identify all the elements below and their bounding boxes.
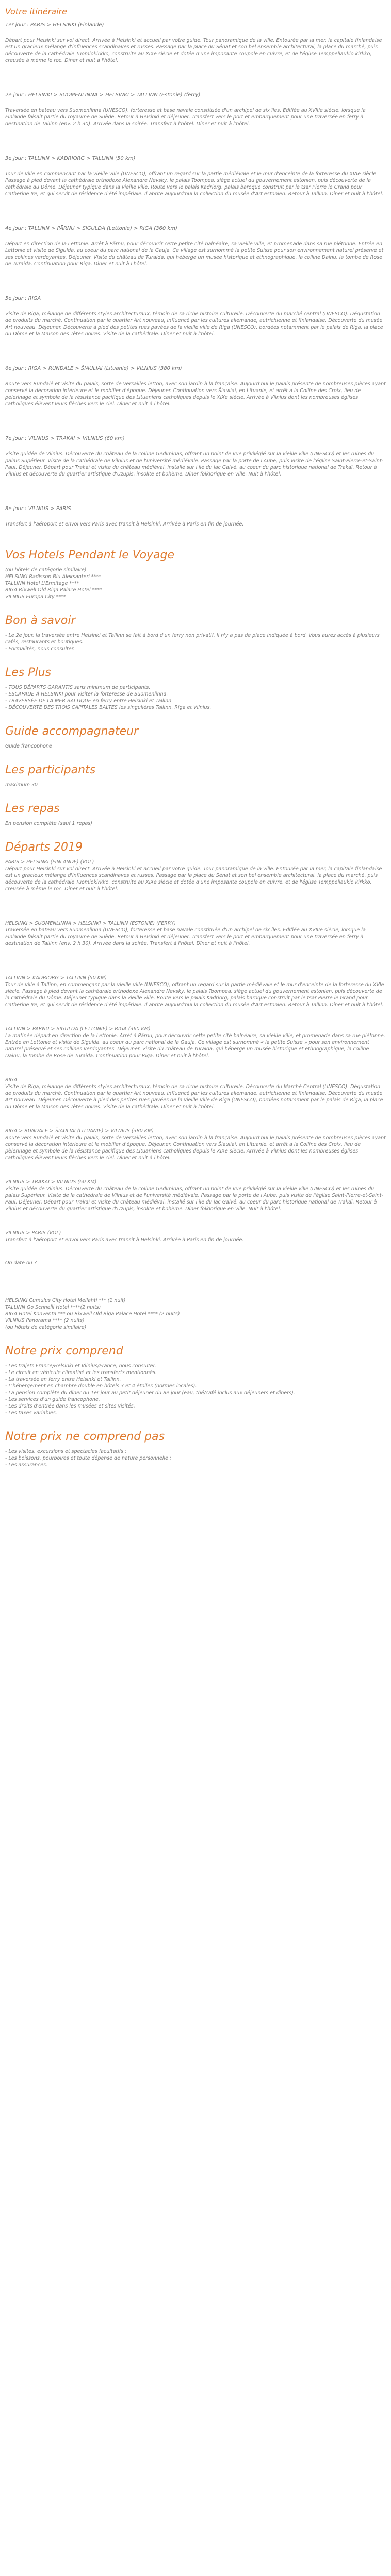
day-title: 4e jour : TALLINN > PÄRNU > SIGULDA (Lettonie) > RIGA (360 km) bbox=[5, 226, 177, 231]
guide-heading: Guide accompagnateur bbox=[5, 725, 139, 738]
day-title: 5e jour : RIGA bbox=[5, 296, 41, 301]
price-includes-line: - Les trajets France/Helsinki et Vilnius/France, nous consulter. bbox=[5, 1363, 156, 1369]
guide-section bbox=[5, 724, 386, 750]
hotels-section bbox=[5, 548, 386, 600]
hotel-line: HELSINKI Radisson Blu Aleksanteri **** bbox=[5, 574, 101, 580]
departure-text: La matinée départ en direction de la Lettonie. Arrêt à Pärnu, pour découvrir cette petite cité balnéaire, sa vieille ville, et promenade dans sa rue piétonne. Entrée en Lettonie et visite de Sigulda, au coeur du parc national de la Gauja. Ce village est surnommé « la petite Suisse » pour son environnement naturel préservé et ses collines verdoyantes. Déjeuner. Visite du château de Turaida, qui héberge un musée historique et ethnographique, la colline Dainu, la tombe de Rose de Turaida. Continuation pour Riga. Dîner et nuit à l'hôtel. bbox=[5, 1033, 385, 1059]
departure-hotels bbox=[5, 1297, 386, 1331]
itinerary-heading: Votre itinéraire bbox=[5, 7, 67, 16]
price-includes-line: - La pension complète du dîner du 1er jour au petit déjeuner du 8e jour (eau, thé/café inclus aux déjeuners et dîners). bbox=[5, 1390, 295, 1396]
pluses-heading: Les Plus bbox=[5, 666, 52, 679]
departure-hotel-line: (ou hôtels de catégorie similaire) bbox=[5, 1325, 87, 1330]
itinerary-days bbox=[5, 22, 386, 528]
price-excludes-line: - Les assurances. bbox=[5, 1462, 48, 1468]
departure-title: VILNIUS > PARIS (VOL) bbox=[5, 1230, 61, 1236]
meals-text: En pension complète (sauf 1 repas) bbox=[5, 821, 92, 826]
price-includes-heading: Notre prix comprend bbox=[5, 1345, 123, 1358]
hotel-line: (ou hôtels de catégorie similaire) bbox=[5, 567, 87, 573]
price-excludes-line: - Les boissons, pourboires et toute dépense de nature personnelle ; bbox=[5, 1455, 172, 1461]
departure-text: Transfert à l'aéroport et envol vers Paris avec transit à Helsinki. Arrivée à Paris en fin de journée. bbox=[5, 1237, 244, 1243]
departure-text: Traversée en bateau vers Suomenlinna (UNESCO), forteresse et base navale constituée d'un archipel de six îles. Edifiée au XVIIIe siècle, lorsque la Finlande faisait partie du royaume de Suède. Retour à Helsinki et déjeuner. Transfert vers le port et embarquement pour une traversée en ferry à destination de Tallinn (env. 2 h 30). Arrivée dans la soirée. Transfert à l'hôtel. Dîner et nuit à l'hôtel. bbox=[5, 927, 366, 946]
departure-title: PARIS > HELSINKI (FINLANDE) (VOL) bbox=[5, 859, 94, 865]
good-to-know-line: - Le 2e jour, la traversée entre Helsinki et Tallinn se fait à bord d'un ferry non privatif. Il n'y a pas de place indiquée à bord. Vous aurez accès à plusieurs cafés, restaurants et boutiques. bbox=[5, 633, 380, 645]
day-text: Transfert à l'aéroport et envol vers Paris avec transit à Helsinki. Arrivée à Paris en fin de journée. bbox=[5, 521, 244, 527]
day-8 bbox=[5, 505, 386, 528]
day-title: 1er jour : PARIS > HELSINKI (Finlande) bbox=[5, 22, 104, 28]
departure-title: HELSINKI > SUOMENLINNA > HELSINKI > TALLINN (ESTONIE) (FERRY) bbox=[5, 921, 176, 926]
departure-block bbox=[5, 975, 386, 1008]
price-includes-line: - Les taxes variables. bbox=[5, 1410, 57, 1416]
participants-section bbox=[5, 763, 386, 788]
day-text: Départ en direction de la Lettonie. Arrêt à Pärnu, pour découvrir cette petite cité balnéaire, sa vieille ville, et promenade dans sa rue piétonne. Entrée en Lettonie et visite de Sigulda, au coeur du parc national de la Gauja. Ce village est surnommé la petite Suisse pour son environnement naturel préservé et ses collines verdoyantes. Déjeuner. Visite du château de Turaida, qui héberge un musée historique et ethnographique, la colline Dainu, la tombe de Rose de Turaida. Continuation pour Riga. Dîner et nuit à l'hôtel. bbox=[5, 241, 384, 267]
day-title: 3e jour : TALLINN > KADRIORG > TALLINN (50 km) bbox=[5, 156, 136, 161]
departure-title: RIGA bbox=[5, 1077, 18, 1083]
plus-line: - ESCAPADE À HELSINKI pour visiter la forteresse de Suomenlinna. bbox=[5, 691, 168, 697]
day-title: 6e jour : RIGA > RUNDALE > ŠIAULIAI (Lituanie) > VILNIUS (380 km) bbox=[5, 366, 182, 371]
day-2 bbox=[5, 92, 386, 127]
departure-block bbox=[5, 1179, 386, 1212]
price-includes-section bbox=[5, 1344, 386, 1416]
day-text: Visite de Riga, mélange de différents styles architecturaux, témoin de sa riche histoire culturelle. Découverte du marché central (UNESCO). Dégustation de produits du marché. Continuation par le quartier Art nouveau, influencé par les cultures allemande, autrichienne et finlandaise. Découverte du musée Art nouveau. Déjeuner. Découverte à pied des petites rues pavées de la vieille ville de Riga (UNESCO), bordées notamment par le palais de Riga, la place du Dôme et la Maison des Têtes noires. Visite de la cathédrale. Dîner et nuit à l'hôtel. bbox=[5, 311, 383, 337]
departure-text: Départ pour Helsinki sur vol direct. Arrivée à Helsinki et accueil par votre guide. Tour panoramique de la ville. Entourée par la mer, la capitale finlandaise est un gracieux mélange d'influences scandinaves et russes. Passage par la place du Sénat et son bel ensemble architectural, la place du marché, puis découverte de la cathédrale Tuomiokirkko, construite au XIXe siècle et dotée d'une imposante coupole en cuivre, et de l'église Temppeliaukio kirkko, creusée à même le roc. Dîner et nuit à l'hôtel. bbox=[5, 866, 382, 892]
departure-title: RIGA > RUNDALE > ŠIAULIAI (LITUANIE) > VILNIUS (380 KM) bbox=[5, 1128, 154, 1134]
hotel-line: VILNIUS Europa City **** bbox=[5, 594, 66, 600]
hotels-heading: Vos Hotels Pendant le Voyage bbox=[5, 549, 175, 562]
itinerary-section bbox=[5, 6, 386, 528]
guide-text: Guide francophone bbox=[5, 743, 52, 749]
plus-line: - TOUS DÉPARTS GARANTIS sans minimum de participants. bbox=[5, 685, 151, 690]
price-excludes-line: - Les visites, excursions et spectacles facultatifs ; bbox=[5, 1449, 127, 1454]
departure-title: TALLINN > KADRIORG > TALLINN (50 KM) bbox=[5, 975, 107, 981]
hotel-line: RIGA Rixwell Old Riga Palace Hotel **** bbox=[5, 587, 102, 593]
departure-text: Tour de ville à Tallinn, en commençant par la vieille ville (UNESCO), offrant un regard sur la partie médiévale et le mur d'enceinte de la forteresse du XVIe siècle. Passage à pied devant la cathédrale orthodoxe Alexandre Nevsky, le palais Toompea, siège actuel du gouvernement estonien, puis découverte de la cathédrale du Dôme. Déjeuner typique dans la vieille ville. Route vers le palais Kadriorg, palais baroque construit par le tsar Pierre le Grand pour Catherine Ire, et qui servit de résidence d'été impériale. Il abrite aujourd'hui la collection du musée d'Art estonien. Retour à Tallinn. Dîner et nuit à l'hôtel. bbox=[5, 982, 384, 1008]
departure-title: VILNIUS > TRAKAI > VILNIUS (60 KM) bbox=[5, 1179, 97, 1185]
departure-block bbox=[5, 859, 386, 892]
departure-hotel-line: VILNIUS Panorama **** (2 nuits) bbox=[5, 1318, 85, 1324]
price-includes-line: - Les services d'un guide francophone. bbox=[5, 1397, 100, 1402]
departure-block bbox=[5, 1077, 386, 1110]
day-5 bbox=[5, 295, 386, 337]
day-title: 8e jour : VILNIUS > PARIS bbox=[5, 506, 71, 512]
meals-section bbox=[5, 802, 386, 827]
participants-text: maximum 30 bbox=[5, 782, 38, 788]
day-title: 2e jour : HELSINKI > SUOMENLINNA > HELSINKI > TALLINN (Estonie) (ferry) bbox=[5, 92, 201, 98]
price-excludes-heading: Notre prix ne comprend pas bbox=[5, 1430, 165, 1443]
hotel-line: TALLINN Hotel L'Ermitage **** bbox=[5, 581, 79, 586]
departure-text: Route vers Rundalé et visite du palais, sorte de Versailles letton, avec son jardin à la française. Aujourd'hui le palais présente de nombreuses pièces ayant conservé la décoration intérieure et le mobilier d'époque. Déjeuner. Continuation vers Šiauliai, en Lituanie, et arrêt à la Colline des Croix, lieu de pèlerinage et symbole de la résistance pacifique des Lituaniens catholiques depuis le XIXe siècle. Arrivée à Vilnius dont les nombreuses églises catholiques élèvent leurs flèches vers le ciel. Dîner et nuit à l'hôtel. bbox=[5, 1135, 386, 1161]
plus-line: - DÉCOUVERTE DES TROIS CAPITALES BALTES les singulières Tallinn, Riga et Vilnius. bbox=[5, 705, 211, 710]
participants-heading: Les participants bbox=[5, 764, 96, 776]
departure-text: Visite guidée de Vilnius. Découverte du château de la colline Gediminas, offrant un point de vue privilégié sur la vieille ville (UNESCO) et les ruines du palais Supérieur. Visite de la cathédrale de Vilnius et de l'université médiévale. Passage par la porte de l'Aube, puis visite de l'église Saint-Pierre-et-Saint-Paul. Déjeuner. Départ pour Trakaï et visite du château médiéval, installé sur l'île du lac Galvé, au coeur du parc historique national de Trakaï. Retour à Vilnius et découverte du quartier artistique d'Uzupis, insolite et bohème. Dîner folklorique en ville. Nuit à l'hôtel. bbox=[5, 1186, 383, 1212]
meals-heading: Les repas bbox=[5, 802, 60, 815]
day-6 bbox=[5, 365, 386, 408]
plus-line: - TRAVERSÉE DE LA MER BALTIQUE en ferry entre Helsinki et Tallinn. bbox=[5, 698, 173, 704]
departure-hotel-line: HELSINKI Cumulus City Hotel Meilahti *** (1 nuit) bbox=[5, 1298, 126, 1303]
departure-title: TALLINN > PÄRNU > SIGULDA (LETTONIE) > RIGA (360 KM) bbox=[5, 1026, 151, 1032]
departure-on-date: On date ou ? bbox=[5, 1260, 37, 1266]
good-to-know-heading: Bon à savoir bbox=[5, 614, 76, 627]
price-includes-line: - Le circuit en véhicule climatisé et les transferts mentionnés. bbox=[5, 1370, 157, 1376]
day-text: Route vers Rundalé et visite du palais, sorte de Versailles letton, avec son jardin à la française. Aujourd'hui le palais présente de nombreuses pièces ayant conservé la décoration intérieure et le mobilier d'époque. Déjeuner. Continuation vers Šiauliai, en Lituanie, et arrêt à la Colline des Croix, lieu de pèlerinage et symbole de la résistance pacifique des Lituaniens catholiques depuis le XIXe siècle. Arrivée à Vilnius dont les nombreuses églises catholiques élèvent leurs flèches vers le ciel. Dîner et nuit à l'hôtel. bbox=[5, 381, 386, 407]
price-includes-line: - Les droits d'entrée dans les musées et sites visités. bbox=[5, 1403, 135, 1409]
day-text: Visite guidée de Vilnius. Découverte du château de la colline Gediminas, offrant un point de vue privilégié sur la vieille ville (UNESCO) et les ruines du palais Supérieur. Visite de la cathédrale de Vilnius et de l'université médiévale. Passage par la porte de l'Aube, puis visite de l'église Saint-Pierre-et-Saint-Paul. Déjeuner. Départ pour Trakaï et visite du château médiéval, installé sur l'île du lac Galvé, au coeur du parc historique national de Trakaï. Retour à Vilnius et découverte du quartier artistique d'Uzupis, insolite et bohème. Dîner folklorique en ville. Nuit à l'hôtel. bbox=[5, 451, 383, 477]
departure-block bbox=[5, 1128, 386, 1161]
day-text: Tour de ville en commençant par la vieille ville (UNESCO), offrant un regard sur la partie médiévale et le mur d'enceinte de la forteresse du XVIe siècle. Passage à pied devant la cathédrale orthodoxe Alexandre Nevsky, le palais Toompea, siège actuel du gouvernement estonien, puis découverte de la cathédrale du Dôme. Déjeuner typique dans la vieille ville. Route vers le palais Kadriorg, palais baroque construit par le tsar Pierre le Grand pour Catherine Ire, et qui servit de résidence d'été impériale. Il abrite aujourd'hui la collection du musée d'Art estonien. Retour à Tallinn. Dîner et nuit à l'hôtel. bbox=[5, 171, 384, 197]
price-includes-line: - La traversée en ferry entre Helsinki et Tallinn. bbox=[5, 1377, 121, 1382]
price-excludes-section bbox=[5, 1430, 386, 1468]
day-1 bbox=[5, 22, 386, 64]
good-to-know-section bbox=[5, 614, 386, 652]
day-title: 7e jour : VILNIUS > TRAKAI > VILNIUS (60 km) bbox=[5, 436, 125, 442]
departure-block bbox=[5, 1230, 386, 1243]
pluses-section bbox=[5, 666, 386, 711]
day-7 bbox=[5, 435, 386, 478]
departure-text: Visite de Riga, mélange de différents styles architecturaux, témoin de sa riche histoire culturelle. Découverte du Marché Central (UNESCO). Dégustation de produits du marché. Continuation par le quartier Art nouveau, influencé par les cultures allemande, autrichienne et finlandaise. Découverte du musée Art nouveau. Déjeuner. Découverte à pied des petites rues pavées de la vieille ville de Riga (UNESCO), bordées notamment par le palais de Riga, la place du Dôme et la Maison des Têtes noires. Visite de la cathédrale. Dîner et nuit à l'hôtel. bbox=[5, 1084, 383, 1110]
departures-section bbox=[5, 840, 386, 1331]
departure-block bbox=[5, 1026, 386, 1059]
departure-hotel-line: RIGA Hotel Konventa *** ou Rixwell Old Riga Palace Hotel **** (2 nuits) bbox=[5, 1311, 180, 1317]
day-text: Traversée en bateau vers Suomenlinna (UNESCO), forteresse et base navale constituée d'un archipel de six îles. Edifiée au XVIIIe siècle, lorsque la Finlande faisait partie du royaume de Suède. Retour à Helsinki et déjeuner. Transfert vers le port et embarquement pour une traversée en ferry à destination de Tallinn (env. 2 h 30). Arrivée dans la soirée. Transfert à l'hôtel. Dîner et nuit à l'hôtel. bbox=[5, 108, 366, 127]
day-4 bbox=[5, 225, 386, 267]
day-3 bbox=[5, 155, 386, 197]
departure-block bbox=[5, 920, 386, 947]
price-includes-line: - L'hébergement en chambre double en hôtels 3 et 4 étoiles (normes locales). bbox=[5, 1383, 197, 1389]
departures-heading: Départs 2019 bbox=[5, 841, 83, 854]
departure-hotel-line: TALLINN Go Schnelli Hotel ****(2 nuits) bbox=[5, 1304, 101, 1310]
good-to-know-line: - Formalités, nous consulter. bbox=[5, 646, 75, 652]
day-text: Départ pour Helsinki sur vol direct. Arrivée à Helsinki et accueil par votre guide. Tour panoramique de la ville. Entourée par la mer, la capitale finlandaise est un gracieux mélange d'influences scandinaves et russes. Passage par la place du Sénat et son bel ensemble architectural, la place du marché, puis découverte de la cathédrale Tuomiokirkko, construite au XIXe siècle et dotée d'une imposante coupole en cuivre, et de l'église Temppeliaukio kirkko, creusée à même le roc. Dîner et nuit à l'hôtel. bbox=[5, 38, 382, 63]
